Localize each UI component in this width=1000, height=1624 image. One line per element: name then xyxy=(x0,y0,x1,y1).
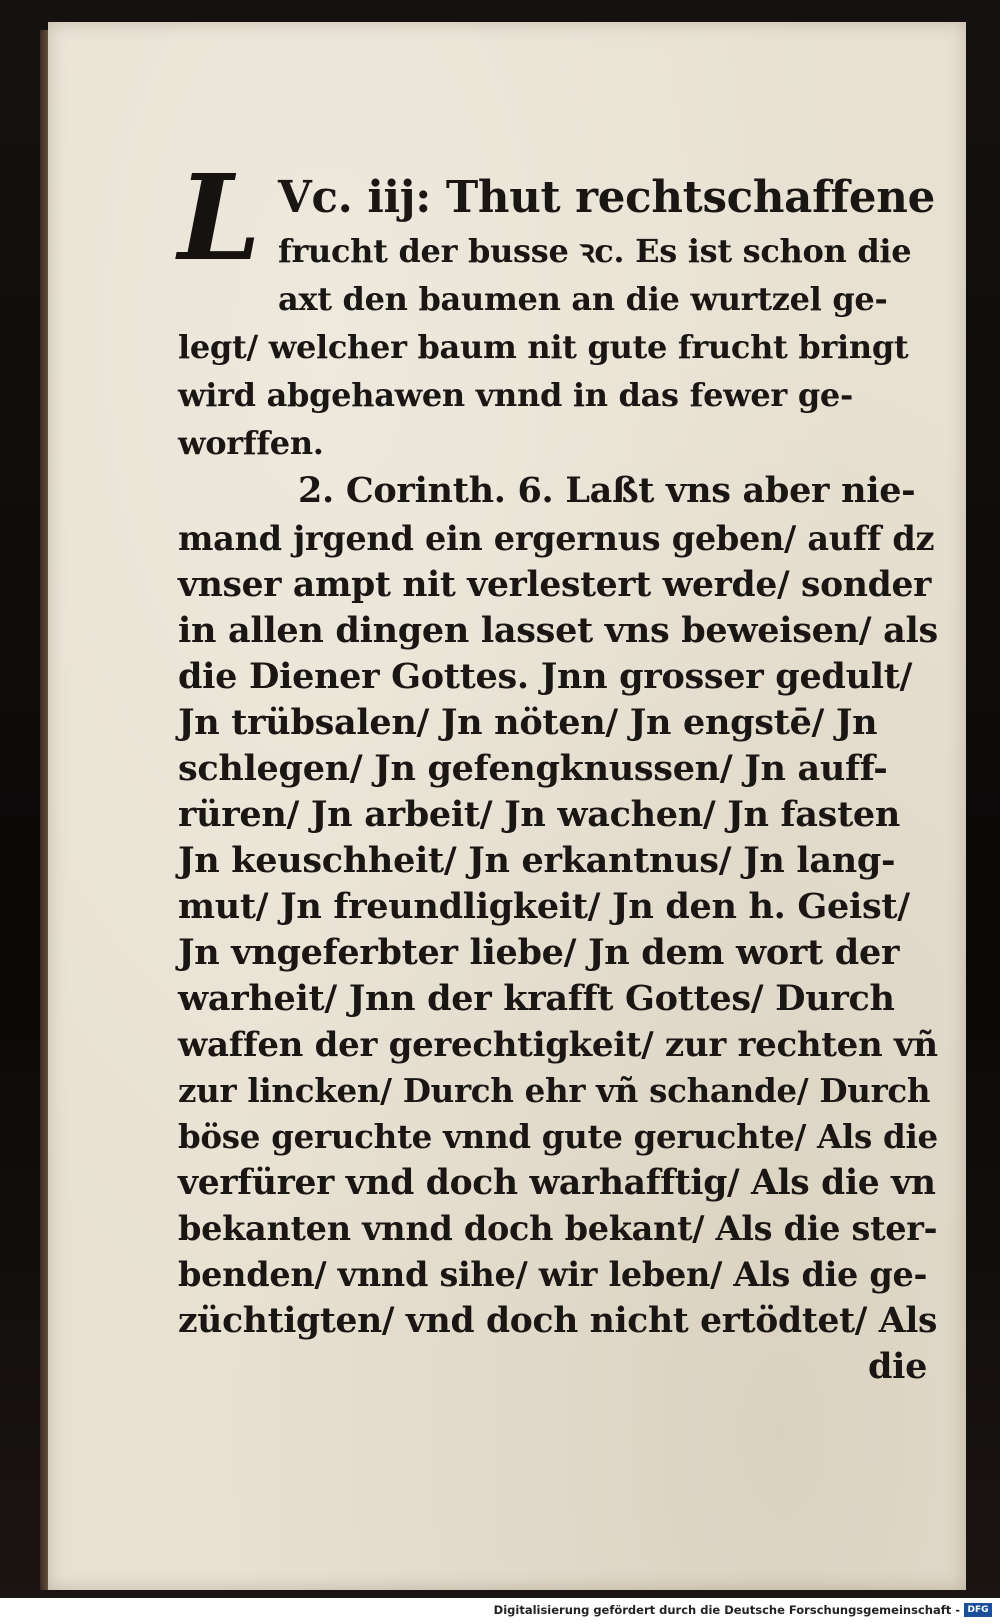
catchword: die xyxy=(868,1346,928,1387)
text-line-15: Jn keuschheit/ Jn erkantnus/ Jn lang- xyxy=(178,840,896,881)
digitization-note: Digitalisierung gefördert durch die Deutsche Forschungsgemeinschaft - xyxy=(493,1603,960,1617)
text-line-16: mut/ Jn freundligkeit/ Jn den h. Geist/ xyxy=(178,886,910,927)
text-line-22: verfürer vnd doch warhafftig/ Als die vn xyxy=(178,1163,936,1203)
text-line-3: axt den baumen an die wurtzel ge- xyxy=(278,280,888,318)
text-line-23: bekanten vnnd doch bekant/ Als die ster- xyxy=(178,1209,938,1248)
book-page xyxy=(48,22,966,1590)
text-line-2: frucht der busse ꝛc. Es ist schon die xyxy=(278,232,912,270)
text-line-4: legt/ welcher baum nit gute frucht bringt xyxy=(178,328,909,366)
text-line-17: Jn vngeferbter liebe/ Jn dem wort der xyxy=(178,932,900,973)
text-line-10: in allen dingen lasset vns beweisen/ als xyxy=(178,610,938,651)
text-line-9: vnser ampt nit verlestert werde/ sonder xyxy=(178,565,931,605)
text-line-11: die Diener Gottes. Jnn grosser gedult/ xyxy=(178,656,913,697)
text-line-21: böse geruchte vnnd gute geruchte/ Als die xyxy=(178,1117,938,1156)
text-line-25: züchtigten/ vnd doch nicht ertödtet/ Als xyxy=(178,1301,938,1341)
text-line-7: 2. Corinth. 6. Laßt vns aber nie- xyxy=(298,470,916,511)
text-line-14: rüren/ Jn arbeit/ Jn wachen/ Jn fasten xyxy=(178,794,901,835)
dfg-logo: DFG xyxy=(964,1603,992,1617)
digitization-footer xyxy=(0,1598,1000,1624)
text-line-24: benden/ vnnd sihe/ wir leben/ Als die ge- xyxy=(178,1255,928,1294)
text-line-18: warheit/ Jnn der krafft Gottes/ Durch xyxy=(178,978,895,1019)
text-line-19: waffen der gerechtigkeit/ zur rechten vñ xyxy=(178,1025,938,1065)
text-line-6: worffen. xyxy=(178,424,324,462)
text-line-1: Vc. iij: Thut rechtschaffene xyxy=(278,172,935,223)
decorated-initial: L xyxy=(178,148,261,287)
text-line-12: Jn trübsalen/ Jn nöten/ Jn engstē/ Jn xyxy=(178,702,878,743)
text-line-20: zur lincken/ Durch ehr vñ schande/ Durch xyxy=(178,1071,931,1110)
text-line-13: schlegen/ Jn gefengknussen/ Jn auff- xyxy=(178,748,888,789)
text-line-8: mand jrgend ein ergernus geben/ auff dz xyxy=(178,519,935,558)
text-line-5: wird abgehawen vnnd in das fewer ge- xyxy=(178,376,853,414)
